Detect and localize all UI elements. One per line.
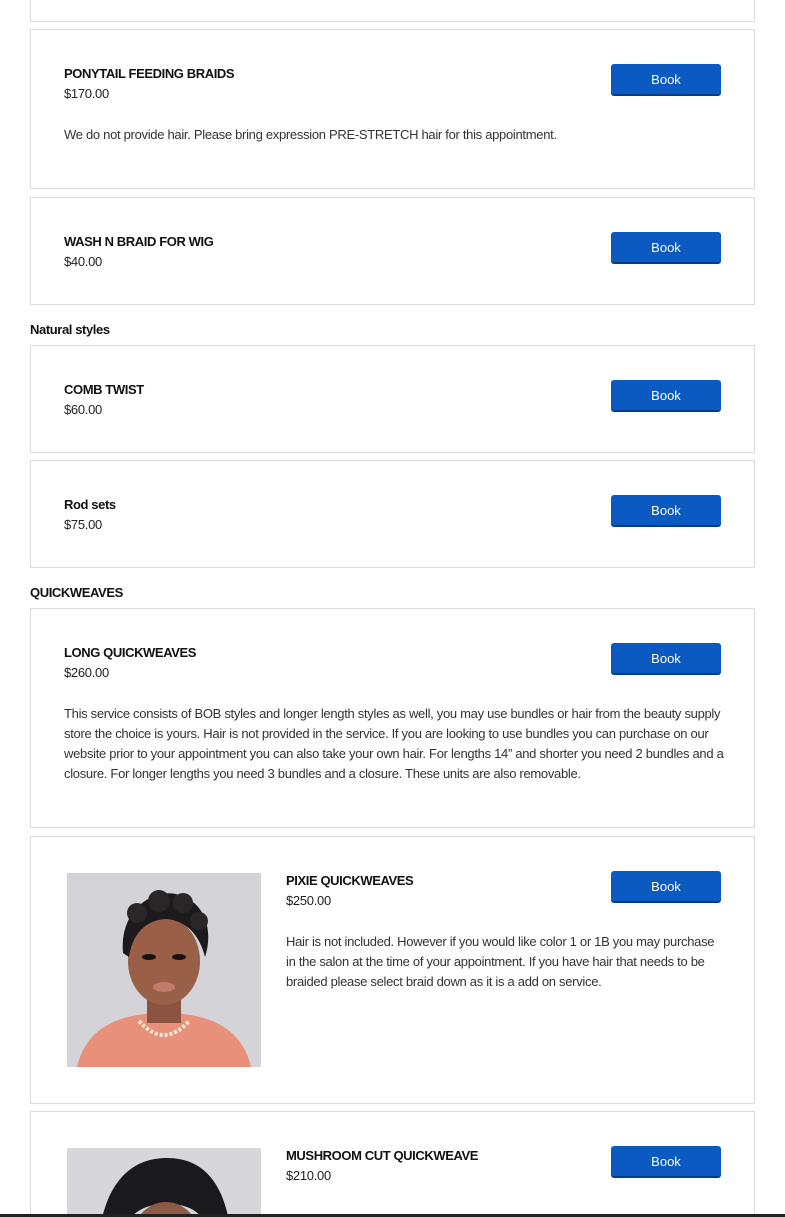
service-name: WASH N BRAID FOR WIG <box>64 234 214 249</box>
book-button[interactable]: Book <box>611 232 721 264</box>
service-card <box>30 345 755 453</box>
service-price: $210.00 <box>286 1168 331 1183</box>
service-card <box>30 460 755 568</box>
book-button[interactable]: Book <box>611 64 721 96</box>
service-name: Rod sets <box>64 497 116 512</box>
service-description: Hair is not included. However if you would like color 1 or 1B you may purchase in the salon at the time of your appointment. If you have hair that needs to be braided please select braid down as it is a add on service. <box>286 934 715 989</box>
portrait-image-icon <box>67 1148 261 1217</box>
service-card <box>30 608 755 828</box>
service-name: LONG QUICKWEAVES <box>64 645 197 660</box>
service-name: PONYTAIL FEEDING BRAIDS <box>64 66 235 81</box>
service-name: COMB TWIST <box>64 382 144 397</box>
book-button[interactable]: Book <box>611 495 721 527</box>
service-price: $40.00 <box>64 254 102 269</box>
service-description: We do not provide hair. Please bring expression PRE-STRETCH hair for this appointment. <box>64 127 557 142</box>
service-name: PIXIE QUICKWEAVES <box>286 873 414 888</box>
service-price: $75.00 <box>64 517 102 532</box>
service-photo <box>67 873 261 1067</box>
service-name: MUSHROOM CUT QUICKWEAVE <box>286 1148 479 1163</box>
service-card-partial <box>30 0 755 22</box>
service-description: This service consists of BOB styles and longer length styles as well, you may use bundles or hair from the beauty supply store the choice is yours. Hair is not provided in the service. If you are looking to use bundles you can purchase on our website prior to your appointment you can also take your own hair. For lengths 14” and shorter you need 2 bundles and a closure. For longer lengths you need 3 bundles and a closure. These units are also removable. <box>64 706 724 781</box>
service-price: $170.00 <box>64 86 109 101</box>
section-title-quickweaves: QUICKWEAVES <box>30 585 123 600</box>
service-price: $250.00 <box>286 893 331 908</box>
service-photo <box>67 1148 261 1217</box>
service-card <box>30 836 755 1104</box>
book-button[interactable]: Book <box>611 871 721 903</box>
service-card <box>30 197 755 305</box>
service-price: $260.00 <box>64 665 109 680</box>
book-button[interactable]: Book <box>611 380 721 412</box>
section-title-natural-styles: Natural styles <box>30 322 110 337</box>
service-card <box>30 29 755 189</box>
service-price: $60.00 <box>64 402 102 417</box>
portrait-image-icon <box>67 873 261 1067</box>
book-button[interactable]: Book <box>611 643 721 675</box>
book-button[interactable]: Book <box>611 1146 721 1178</box>
service-card <box>30 1111 755 1217</box>
